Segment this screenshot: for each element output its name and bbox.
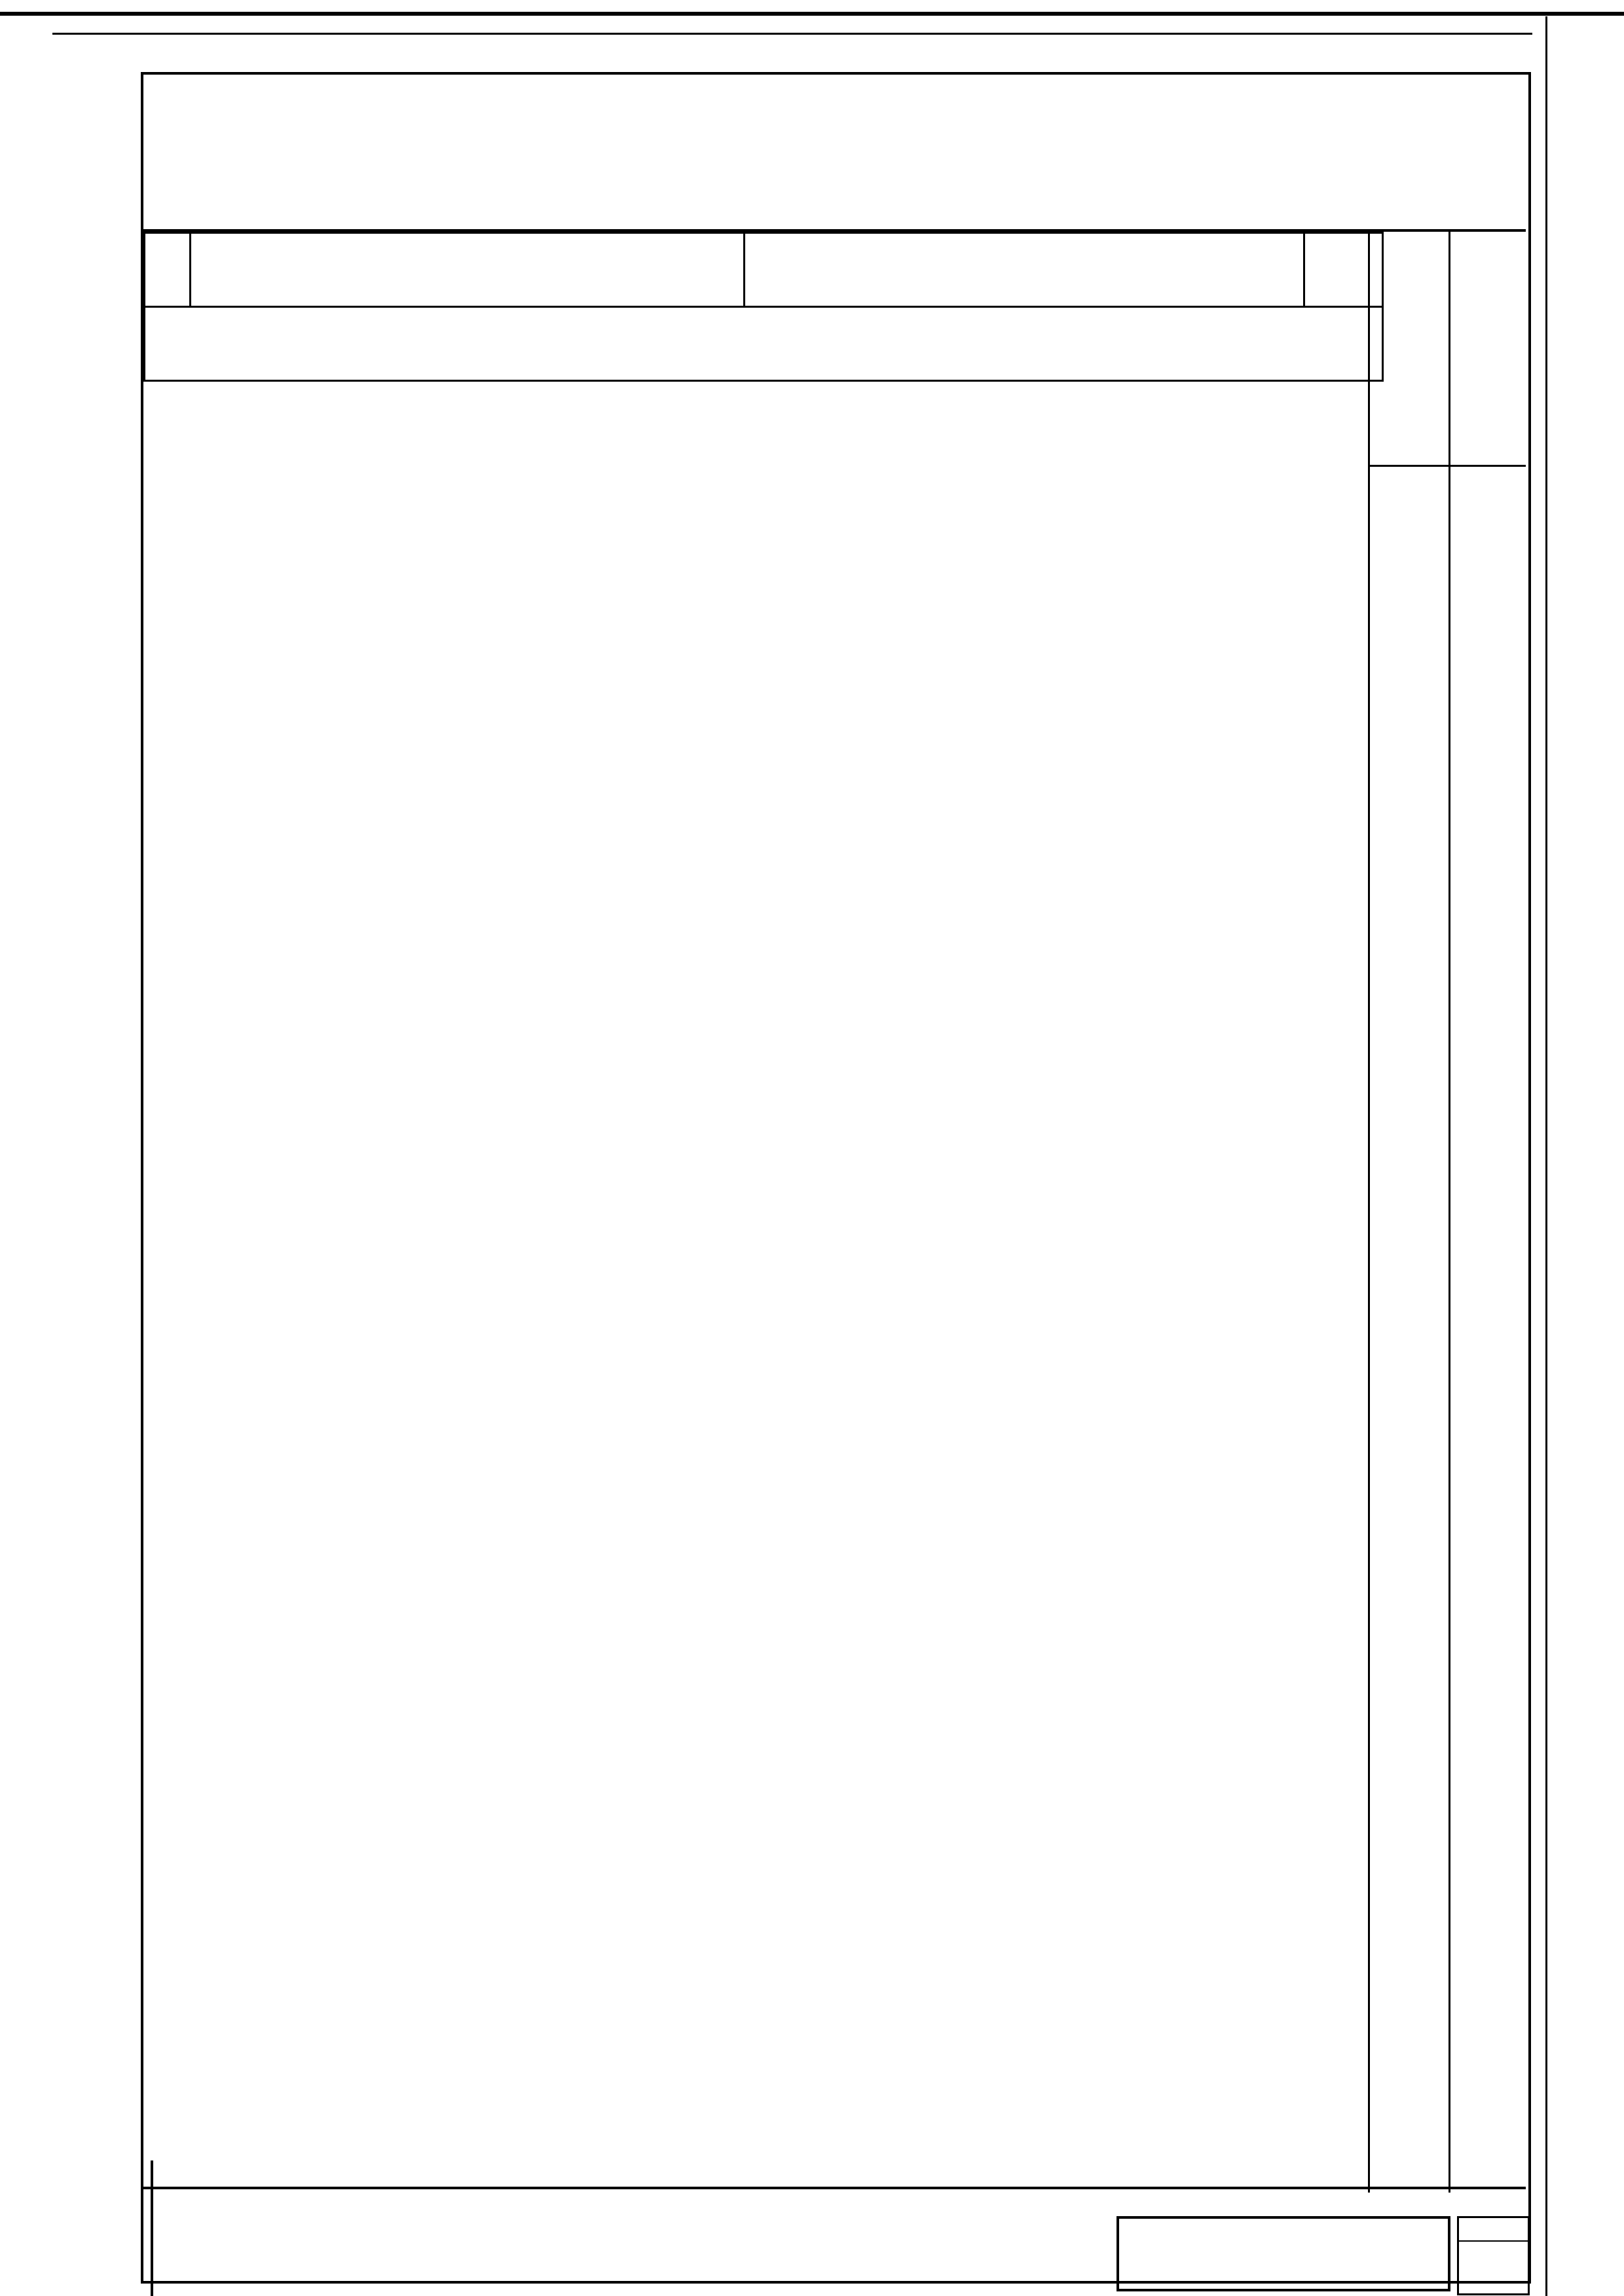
region-header-separator (1368, 465, 1447, 467)
drawing-frame (141, 72, 1531, 2284)
bottom-separator (143, 2187, 1526, 2189)
top-border-line (0, 12, 1624, 16)
right-border-line (1545, 16, 1547, 2296)
drawing-stamp (1116, 2216, 1450, 2291)
section-normal-mode (145, 307, 1383, 381)
normative-header (191, 233, 745, 307)
region-column (1368, 232, 1450, 2193)
top-border-line-2 (52, 33, 1532, 35)
left-cut-line (151, 2160, 153, 2296)
sheet-label (1459, 2219, 1528, 2242)
col-number-header (145, 233, 191, 307)
calculated-header (745, 233, 1304, 307)
loads-table (143, 232, 1384, 382)
sheet-box (1457, 2216, 1530, 2295)
tension-header-separator (1447, 465, 1526, 467)
